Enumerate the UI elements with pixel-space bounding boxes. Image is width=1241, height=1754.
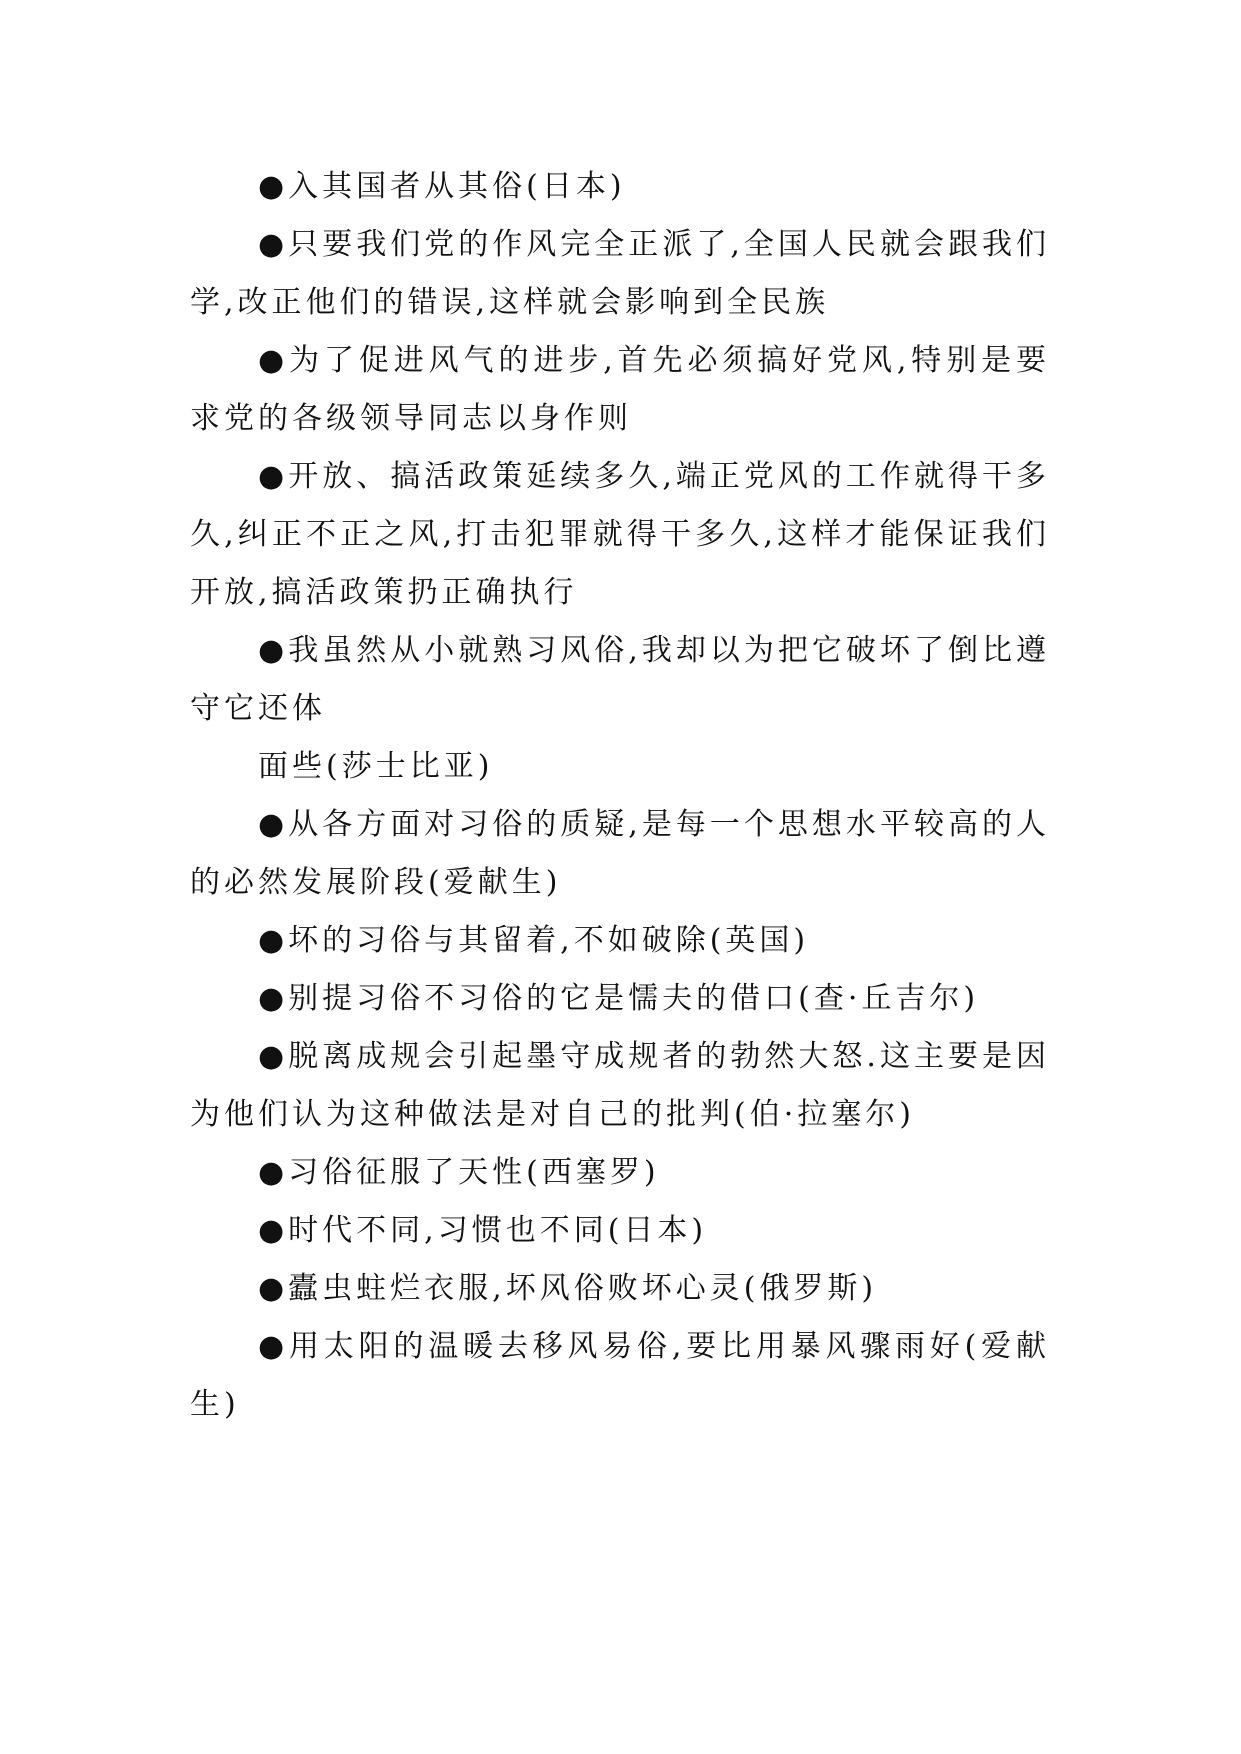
- paragraph: ●开放、搞活政策延续多久,端正党风的工作就得干多久,纠正不正之风,打击犯罪就得干多久,这样才能保证我们开放,搞活政策扔正确执行: [190, 459, 1050, 610]
- paragraph: ●习俗征服了天性(西塞罗): [258, 1155, 660, 1190]
- paragraph: ●坏的习俗与其留着,不如破除(英国): [258, 923, 810, 958]
- paragraph: ●时代不同,习惯也不同(日本): [258, 1213, 708, 1248]
- paragraph: ●只要我们党的作风完全正派了,全国人民就会跟我们学,改正他们的错误,这样就会影响到全民族: [190, 227, 1050, 320]
- paragraph: ●蠹虫蛀烂衣服,坏风俗败坏心灵(俄罗斯): [258, 1271, 878, 1306]
- paragraph: ●脱离成规会引起墨守成规者的勃然大怒.这主要是因为他们认为这种做法是对自己的批判(伯·拉塞尔): [190, 1039, 1050, 1132]
- paragraph: ●我虽然从小就熟习风俗,我却以为把它破坏了倒比遵守它还体: [190, 633, 1050, 726]
- paragraph: ●从各方面对习俗的质疑,是每一个思想水平较高的人的必然发展阶段(爱献生): [190, 807, 1050, 900]
- document-body: [190, 158, 1050, 1434]
- paragraph: ●入其国者从其俗(日本): [258, 169, 626, 204]
- paragraph: 面些(莎士比亚): [258, 749, 494, 784]
- paragraph: ●用太阳的温暖去移风易俗,要比用暴风骤雨好(爱献生): [190, 1329, 1050, 1422]
- paragraph: ●为了促进风气的进步,首先必须搞好党风,特别是要求党的各级领导同志以身作则: [190, 343, 1050, 436]
- paragraph: ●别提习俗不习俗的它是懦夫的借口(查·丘吉尔): [258, 981, 980, 1016]
